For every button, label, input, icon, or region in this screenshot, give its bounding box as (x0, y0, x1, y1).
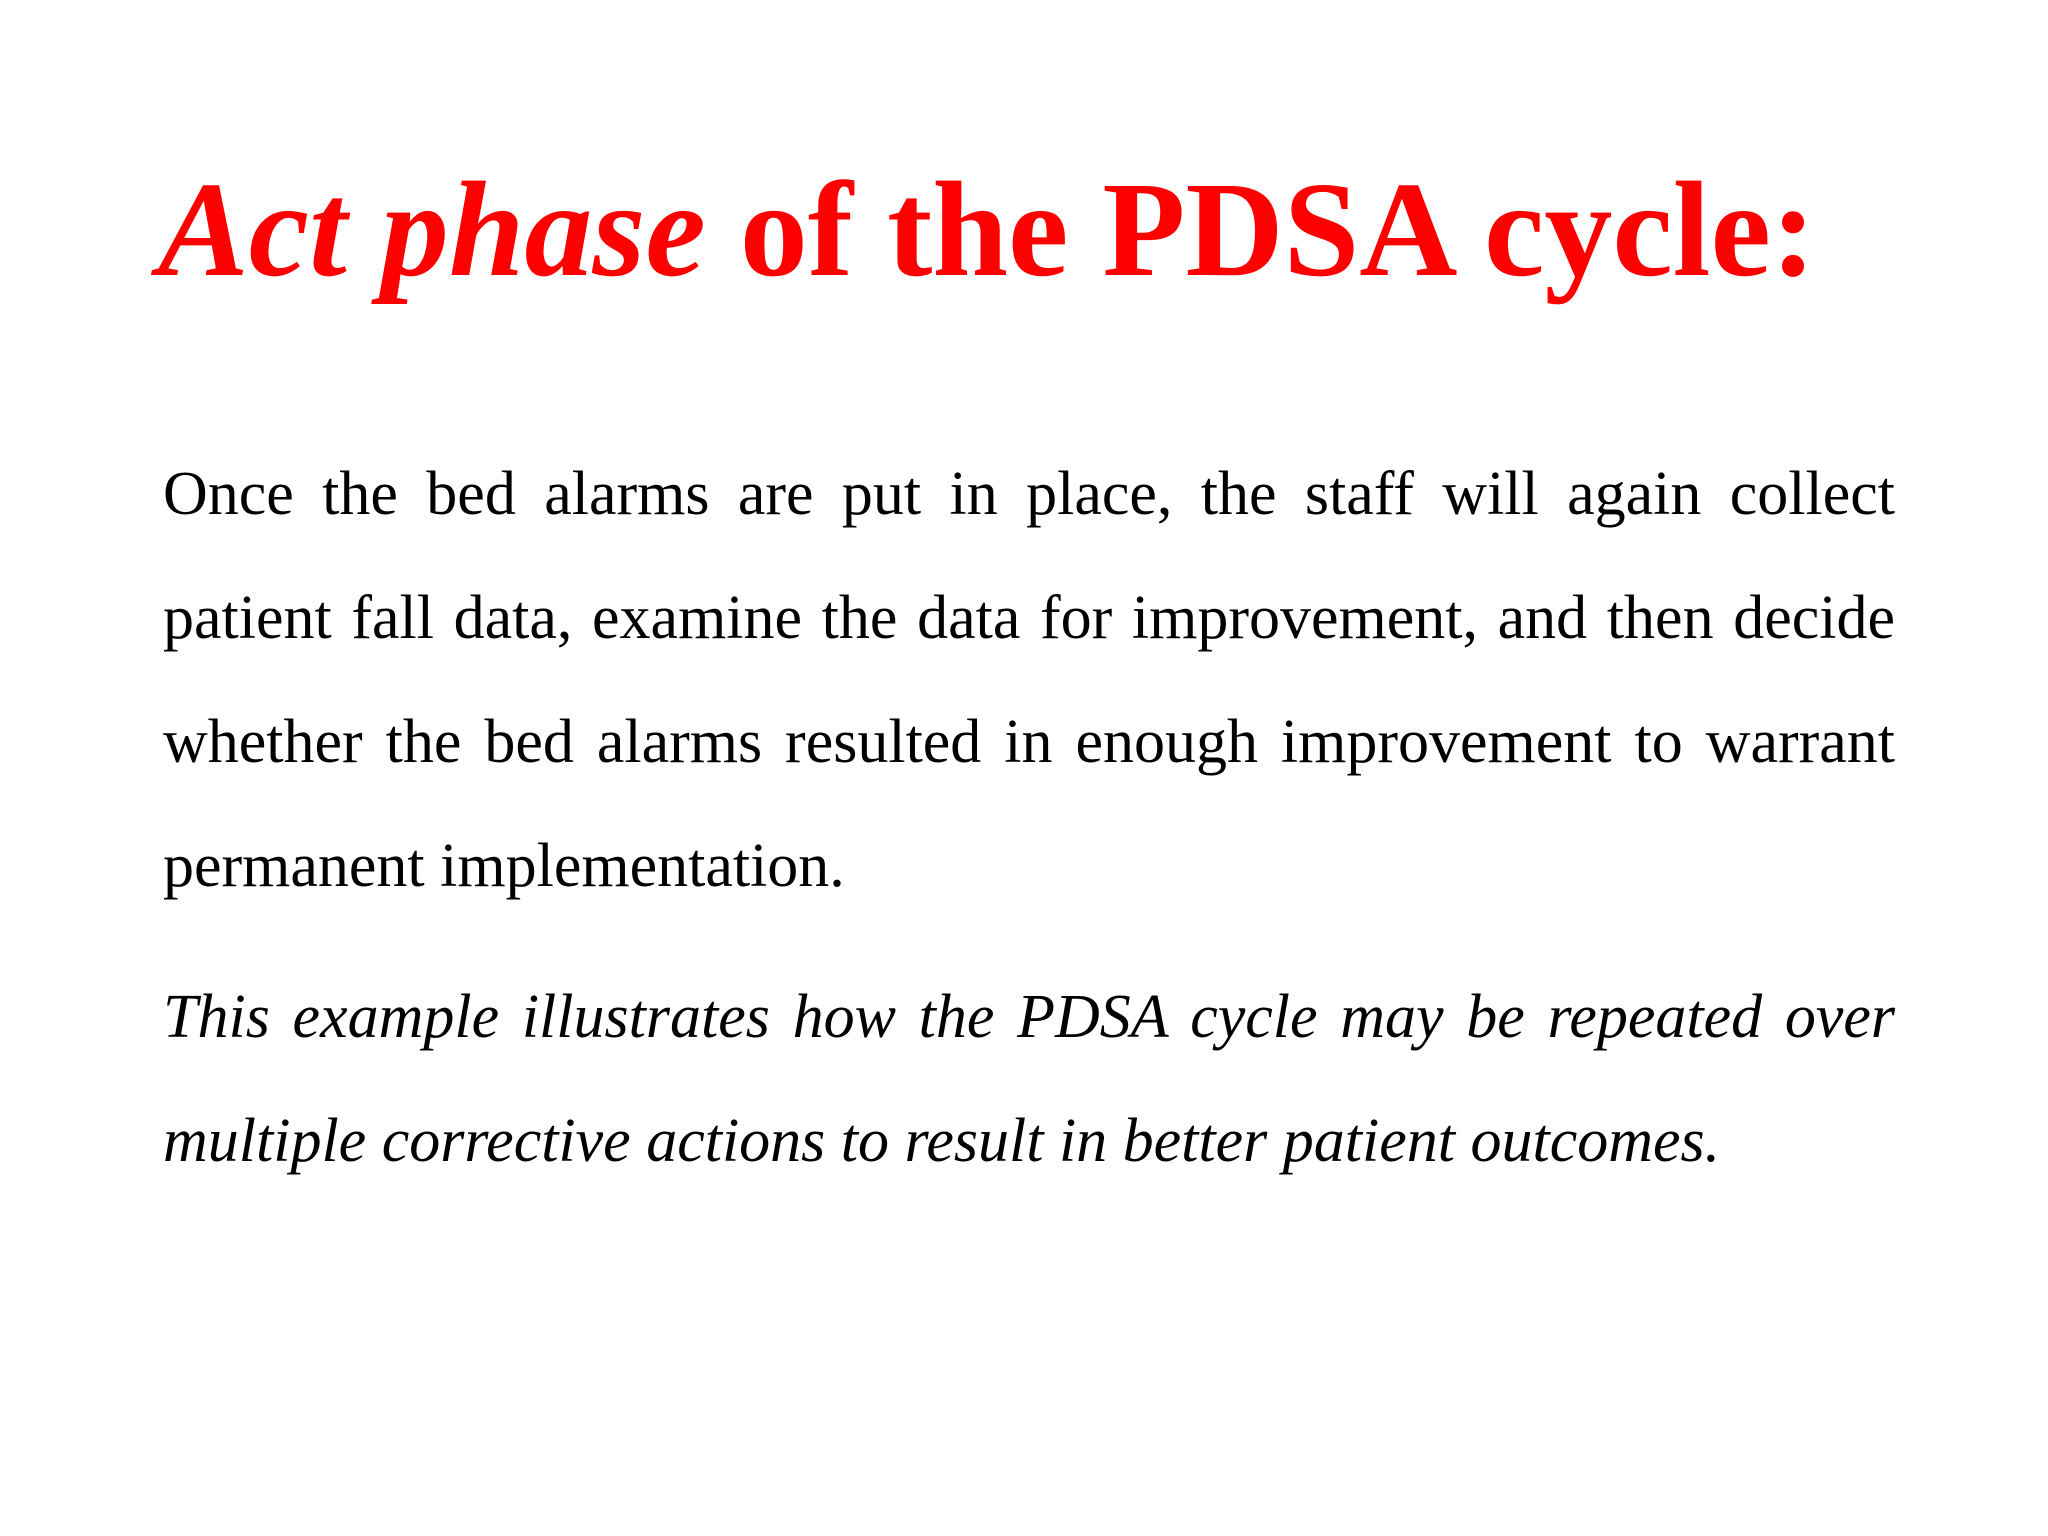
body-paragraph-1: Once the bed alarms are put in place, the staff will again collect patient fall data, examine the data for improvement, and then decide whether the bed alarms resulted in enough improvement to warrant permanent implementation. (163, 460, 1895, 900)
slide-title-italic: Act phase (158, 155, 706, 305)
slide-title (158, 150, 1816, 310)
slide-title-rest: of the PDSA cycle: (705, 155, 1817, 305)
body-paragraph-2: This example illustrates how the PDSA cycle may be repeated over multiple corrective actions to result in better patient outcomes. (163, 983, 1895, 1175)
